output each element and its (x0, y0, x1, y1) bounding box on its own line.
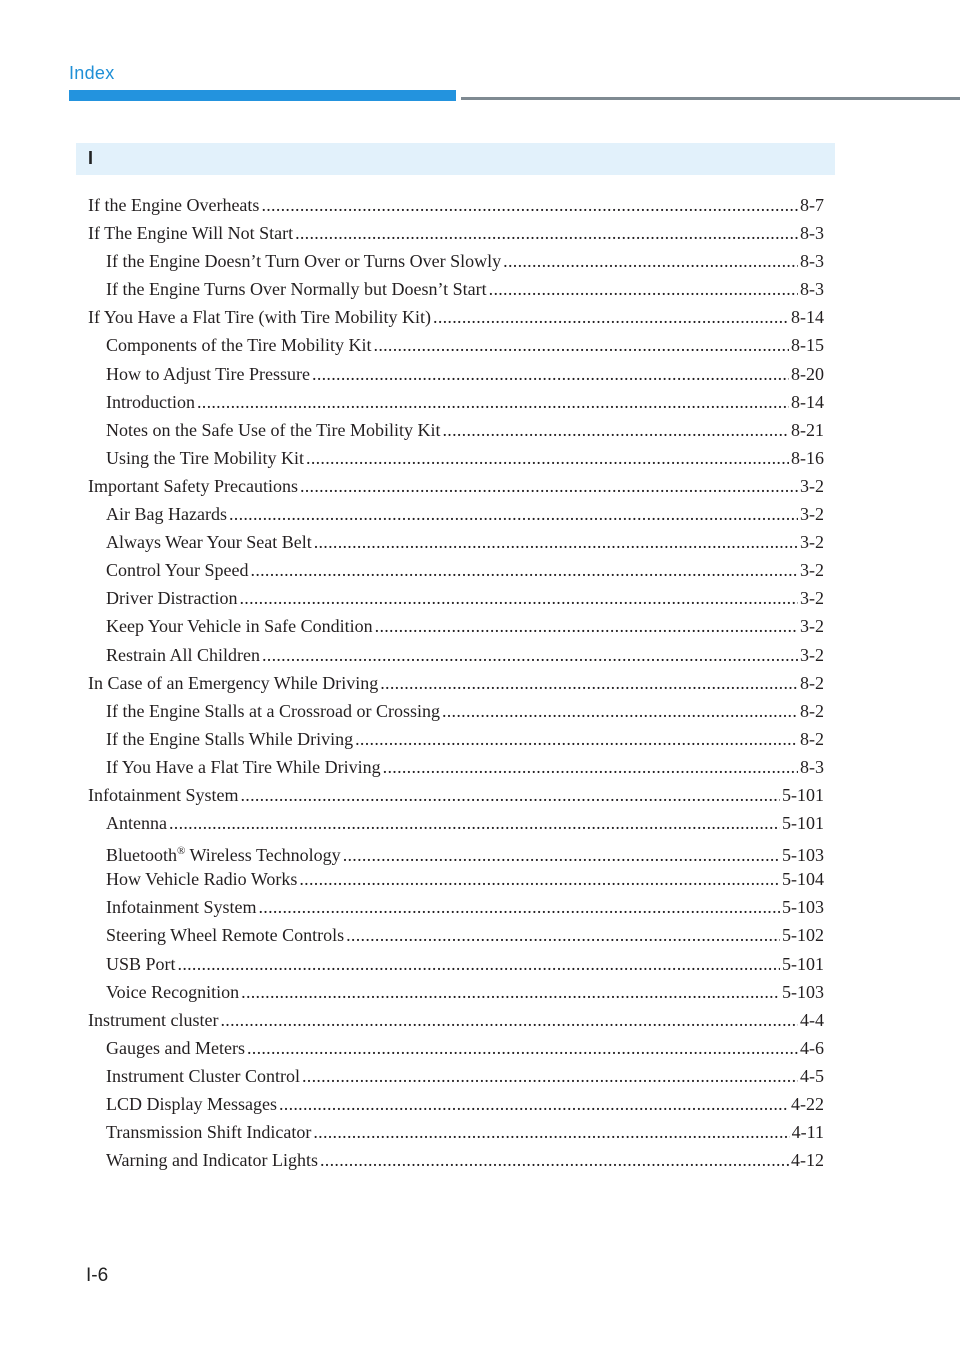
index-subentry[interactable] (88, 331, 824, 359)
entry-label-text: Introduction (106, 391, 195, 412)
entry-page-ref[interactable]: 5-103 (782, 897, 824, 918)
entry-label-text: Keep Your Vehicle in Safe Condition (106, 616, 373, 637)
entry-label-text: Always Wear Your Seat Belt (106, 532, 312, 553)
entry-page-ref[interactable]: 5-101 (782, 953, 824, 974)
entry-label (106, 1062, 300, 1090)
index-subentry[interactable] (88, 584, 824, 612)
entry-label-text: If The Engine Will Not Start (88, 223, 294, 244)
entry-label (106, 978, 239, 1006)
entry-label (106, 1090, 277, 1118)
entry-page-ref[interactable]: 8-3 (800, 251, 824, 272)
index-subentry[interactable] (88, 500, 824, 528)
index-subentry[interactable] (88, 416, 824, 444)
entry-label-text: Steering Wheel Remote Controls (106, 925, 345, 946)
header-title: Index (69, 63, 115, 83)
entry-label-text: If the Engine Doesn’t Turn Over or Turns Over Slowly (106, 251, 502, 272)
index-subentry[interactable] (88, 1062, 824, 1090)
entry-page-ref[interactable]: 5-101 (782, 784, 824, 805)
index-subentry[interactable] (88, 921, 824, 949)
section-header (76, 143, 835, 175)
index-subentry[interactable] (88, 388, 824, 416)
index-subentry[interactable] (88, 865, 824, 893)
dot-leader (300, 472, 798, 500)
entry-page-ref[interactable]: 4-12 (791, 1150, 824, 1171)
entry-label (106, 584, 237, 612)
entry-label (106, 388, 195, 416)
header-accent-bar (69, 90, 456, 101)
dot-leader (503, 247, 798, 275)
dot-leader (320, 1146, 789, 1174)
entry-label (106, 921, 344, 949)
index-subentry[interactable] (88, 1118, 824, 1146)
index-entry[interactable] (88, 303, 824, 331)
dot-leader (239, 584, 798, 612)
entry-label-text: Wireless Technology (185, 845, 341, 866)
index-subentry[interactable] (88, 360, 824, 388)
index-subentry[interactable] (88, 950, 824, 978)
index-subentry[interactable] (88, 528, 824, 556)
entry-page-ref[interactable]: 4-6 (800, 1037, 824, 1058)
dot-leader (383, 753, 798, 781)
entry-page-ref[interactable]: 3-2 (800, 588, 824, 609)
index-entry[interactable] (88, 1006, 824, 1034)
dot-leader (247, 1034, 798, 1062)
entry-page-ref[interactable]: 8-16 (791, 447, 824, 468)
entry-label (106, 444, 304, 472)
entry-page-ref[interactable]: 3-2 (800, 532, 824, 553)
entry-label (106, 809, 167, 837)
index-subentry[interactable] (88, 1146, 824, 1174)
entry-label (106, 500, 227, 528)
entry-page-ref[interactable]: 8-3 (800, 223, 824, 244)
index-entry[interactable] (88, 472, 824, 500)
entry-label (106, 331, 372, 359)
index-subentry[interactable] (88, 612, 824, 640)
entry-page-ref[interactable]: 3-2 (800, 504, 824, 525)
index-subentry[interactable] (88, 978, 824, 1006)
entry-label-text: Gauges and Meters (106, 1037, 245, 1058)
entry-label-text: Components of the Tire Mobility Kit (106, 335, 372, 356)
dot-leader (251, 556, 798, 584)
entry-label (106, 753, 381, 781)
entry-page-ref[interactable]: 8-2 (800, 672, 824, 693)
entry-label (106, 556, 249, 584)
dot-leader (197, 388, 789, 416)
dot-leader (279, 1090, 789, 1118)
entry-label-text: If the Engine Turns Over Normally but Doesn’t Start (106, 279, 487, 300)
entry-page-ref[interactable]: 4-4 (800, 1009, 824, 1030)
entry-label-text: If the Engine Overheats (88, 195, 260, 215)
entry-label-text: Driver Distraction (106, 588, 238, 609)
index-subentry[interactable] (88, 1034, 824, 1062)
dot-leader (220, 1006, 798, 1034)
entry-label (106, 697, 440, 725)
entry-label (106, 528, 312, 556)
dot-leader (346, 921, 780, 949)
index-subentry[interactable] (88, 641, 824, 669)
entry-page-ref[interactable]: 8-14 (791, 307, 824, 328)
entry-label-text: LCD Display Messages (106, 1094, 277, 1114)
dot-leader (306, 444, 789, 472)
entry-page-ref[interactable]: 8-3 (800, 756, 824, 777)
entry-label-text: If the Engine Stalls While Driving (106, 728, 354, 749)
entry-label-text: Control Your Speed (106, 560, 249, 581)
entry-label (106, 1146, 318, 1174)
dot-leader (313, 1118, 789, 1146)
entry-page-ref[interactable]: 8-7 (800, 195, 824, 215)
dot-leader (295, 219, 798, 247)
entry-label (106, 725, 353, 753)
entry-page-ref[interactable]: 4-11 (791, 1122, 824, 1143)
dot-leader (258, 893, 780, 921)
dot-leader (374, 331, 789, 359)
entry-page-ref[interactable]: 5-103 (782, 845, 824, 866)
entry-page-ref[interactable]: 8-2 (800, 700, 824, 721)
index-subentry[interactable] (88, 556, 824, 584)
entry-page-ref[interactable]: 3-2 (800, 616, 824, 637)
dot-leader (178, 950, 780, 978)
index-subentry[interactable] (88, 837, 824, 865)
index-subentry[interactable] (88, 275, 824, 303)
index-subentry[interactable] (88, 247, 824, 275)
entry-label-text: Bluetooth (106, 845, 177, 866)
index-entry-list (88, 191, 824, 1174)
entry-label (106, 893, 256, 921)
entry-page-ref[interactable]: 4-5 (800, 1065, 824, 1086)
entry-label-text: Important Safety Precautions (88, 475, 298, 496)
dot-leader (240, 781, 780, 809)
entry-label (106, 865, 297, 893)
dot-leader (442, 697, 798, 725)
entry-label-text: Using the Tire Mobility Kit (106, 447, 305, 468)
entry-label (88, 781, 238, 809)
entry-label-text: Air Bag Hazards (106, 504, 227, 525)
entry-label (106, 612, 373, 640)
entry-page-ref[interactable]: 8-20 (791, 363, 824, 384)
dot-leader (355, 725, 798, 753)
header-rule (461, 97, 960, 100)
entry-label-text: Warning and Indicator Lights (106, 1150, 318, 1171)
entry-label (106, 1118, 311, 1146)
entry-label-text: Infotainment System (106, 897, 257, 918)
index-entry[interactable] (88, 781, 824, 809)
dot-leader (241, 978, 780, 1006)
index-entry[interactable] (88, 669, 824, 697)
entry-label-text: Instrument Cluster Control (106, 1065, 300, 1086)
entry-page-ref[interactable]: 5-104 (782, 869, 824, 890)
entry-label-text: Restrain All Children (106, 644, 260, 665)
entry-label-text: In Case of an Emergency While Driving (88, 672, 379, 693)
entry-label (88, 191, 259, 219)
entry-page-ref[interactable]: 3-2 (800, 560, 824, 581)
dot-leader (229, 500, 798, 528)
dot-leader (262, 641, 798, 669)
entry-label-text: Notes on the Safe Use of the Tire Mobility Kit (106, 419, 441, 440)
index-subentry[interactable] (88, 725, 824, 753)
entry-label (88, 303, 431, 331)
index-subentry[interactable] (88, 753, 824, 781)
entry-page-ref[interactable]: 3-2 (800, 644, 824, 665)
entry-label-text: If You Have a Flat Tire (with Tire Mobility Kit) (88, 307, 432, 328)
entry-label (88, 219, 293, 247)
entry-label-text: Voice Recognition (106, 981, 240, 1002)
index-subentry[interactable] (88, 893, 824, 921)
index-subentry[interactable] (88, 444, 824, 472)
entry-label-text: Antenna (106, 813, 167, 834)
entry-label (106, 416, 440, 444)
entry-label-text: How Vehicle Radio Works (106, 869, 298, 890)
index-subentry[interactable] (88, 809, 824, 837)
dot-leader (442, 416, 789, 444)
entry-label (88, 1006, 218, 1034)
entry-label (88, 472, 298, 500)
entry-label-text: How to Adjust Tire Pressure (106, 363, 311, 384)
entry-page-ref[interactable]: 8-15 (791, 335, 824, 356)
entry-label (106, 950, 176, 978)
entry-label-text: Infotainment System (88, 784, 239, 805)
index-subentry[interactable] (88, 697, 824, 725)
dot-leader (312, 360, 789, 388)
entry-label (106, 247, 501, 275)
dot-leader (261, 191, 798, 219)
entry-label-text: Instrument cluster (88, 1009, 219, 1030)
index-entry[interactable] (88, 219, 824, 247)
entry-label-text: If the Engine Stalls at a Crossroad or Crossing (106, 700, 440, 721)
entry-page-ref[interactable]: 8-14 (791, 391, 824, 412)
page-number: I-6 (86, 1265, 109, 1286)
entry-page-ref[interactable]: 5-101 (782, 813, 824, 834)
entry-label-text: Transmission Shift Indicator (106, 1122, 312, 1143)
section-letter: I (88, 148, 94, 168)
entry-page-ref[interactable]: 4-22 (791, 1094, 824, 1114)
dot-leader (375, 612, 798, 640)
entry-label-text: If You Have a Flat Tire While Driving (106, 756, 381, 777)
entry-label-text: USB Port (106, 953, 176, 974)
dot-leader (299, 865, 780, 893)
dot-leader (302, 1062, 798, 1090)
entry-page-ref[interactable]: 5-102 (782, 925, 824, 946)
entry-label (106, 641, 260, 669)
dot-leader (314, 528, 798, 556)
registered-mark: ® (177, 845, 186, 858)
entry-page-ref[interactable]: 5-103 (782, 981, 824, 1002)
dot-leader (169, 809, 780, 837)
entry-label (106, 360, 310, 388)
index-entry[interactable] (88, 191, 824, 219)
entry-page-ref[interactable]: 8-2 (800, 728, 824, 749)
entry-label (106, 275, 487, 303)
dot-leader (489, 275, 798, 303)
dot-leader (380, 669, 798, 697)
index-subentry[interactable] (88, 1090, 824, 1118)
entry-label (88, 669, 378, 697)
entry-page-ref[interactable]: 8-3 (800, 279, 824, 300)
entry-page-ref[interactable]: 8-21 (791, 419, 824, 440)
entry-page-ref[interactable]: 3-2 (800, 475, 824, 496)
entry-label (106, 1034, 245, 1062)
dot-leader (433, 303, 789, 331)
